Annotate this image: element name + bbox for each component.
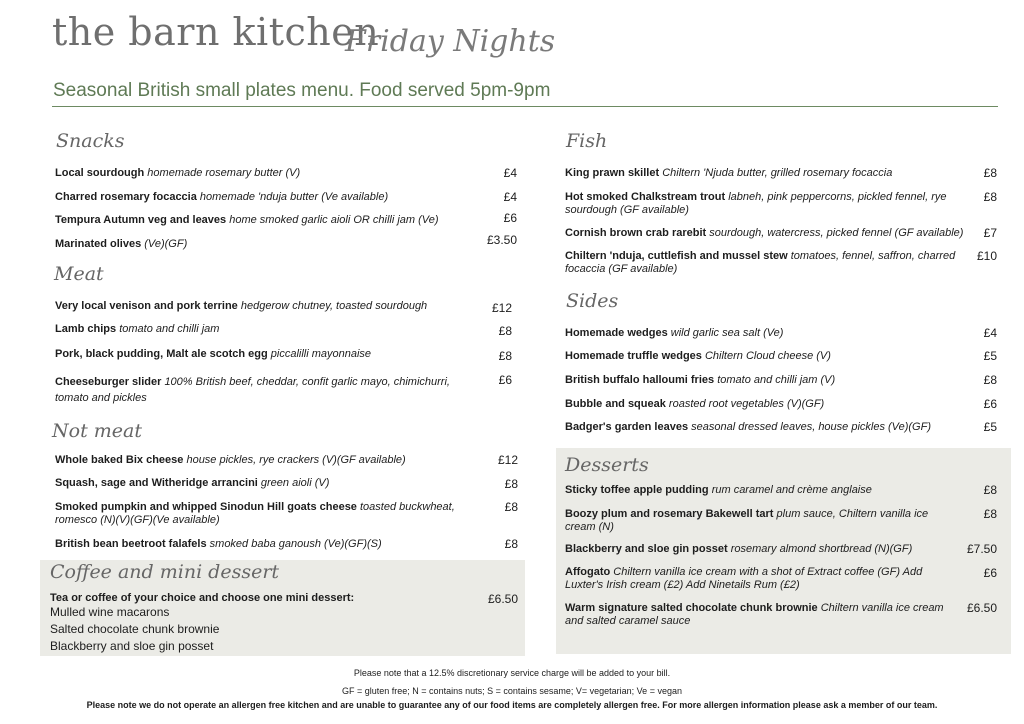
section-title-desserts: Desserts (565, 454, 649, 476)
menu-item (55, 300, 475, 313)
item-desc: roasted root vegetables (V)(GF) (668, 398, 825, 410)
section-title-fish: Fish (566, 130, 608, 152)
item-name: Charred rosemary focaccia (55, 191, 197, 203)
item-name: Blackberry and sloe gin posset (565, 543, 728, 555)
item-price: £8 (983, 483, 997, 497)
item-name: Marinated olives (55, 238, 142, 250)
item-name: Homemade wedges (565, 327, 668, 339)
item-desc: piccalilli mayonnaise (270, 348, 372, 360)
item-desc: (Ve)(GF) (144, 238, 188, 250)
item-desc: Chiltern Cloud cheese (V) (704, 350, 831, 362)
item-price: £4 (983, 326, 997, 340)
item-name: Homemade truffle wedges (565, 350, 702, 362)
item-price: £7.50 (966, 542, 997, 556)
item-name: Affogato (565, 566, 611, 578)
item-price: £5 (983, 349, 997, 363)
item-price: £8 (983, 373, 997, 387)
item-price: £12 (491, 301, 512, 315)
menu-item (55, 214, 475, 227)
list-item: Blackberry and sloe gin posset (50, 639, 214, 653)
menu-item (565, 167, 965, 180)
item-name: Lamb chips (55, 323, 117, 335)
menu-item (55, 238, 475, 251)
item-price: £8 (498, 324, 512, 338)
section-title-snacks: Snacks (56, 130, 125, 152)
header-divider (52, 106, 998, 107)
menu-item (55, 374, 480, 406)
item-name: Bubble and squeak (565, 398, 666, 410)
item-price: £8 (498, 349, 512, 363)
item-price: £8 (983, 507, 997, 521)
item-desc: wild garlic sea salt (Ve) (670, 327, 784, 339)
item-name: Cornish brown crab rarebit (565, 227, 707, 239)
item-name: Chiltern 'nduja, cuttlefish and mussel stew (565, 250, 788, 262)
menu-item (55, 477, 485, 490)
item-price: £7 (983, 226, 997, 240)
item-name: Boozy plum and rosemary Bakewell tart (565, 508, 774, 520)
coffee-intro-text: Tea or coffee of your choice and choose one mini dessert: (50, 592, 355, 604)
item-desc: green aioli (V) (260, 477, 330, 489)
list-item: Mulled wine macarons (50, 605, 170, 619)
item-name: Sticky toffee apple pudding (565, 484, 709, 496)
item-desc: tomato and chilli jam (119, 323, 220, 335)
dietary-key: GF = gluten free; N = contains nuts; S = contains sesame; V= vegetarian; Ve = vegan (342, 686, 682, 696)
menu-item (565, 327, 965, 340)
item-desc: Chiltern vanilla ice cream with a shot of Extract coffee (GF) Add Luxter's Irish cream (£2) Add Ninetails Rum (£2) (565, 566, 923, 591)
item-name: Tempura Autumn veg and leaves (55, 214, 227, 226)
item-desc: tomatoes, fennel, saffron, charred focaccia (GF available) (565, 250, 956, 275)
item-name: Pork, black pudding, Malt ale scotch egg (55, 348, 268, 360)
item-name: British buffalo halloumi fries (565, 374, 715, 386)
brand-title: the barn kitchen (52, 10, 380, 54)
menu-item (565, 250, 965, 276)
menu-item (565, 508, 955, 534)
allergen-note: Please note we do not operate an allergen free kitchen and are unable to guarantee any of our food items are completely allergen free. For more allergen information please ask a member of our team. (86, 700, 938, 710)
menu-item (55, 454, 485, 467)
item-desc: Chiltern 'Njuda butter, grilled rosemary focaccia (662, 167, 893, 179)
item-name: King prawn skillet (565, 167, 660, 179)
item-desc: labneh, pink peppercorns, pickled fennel, rye sourdough (GF available) (565, 191, 947, 216)
item-desc: smoked baba ganoush (Ve)(GF)(S) (209, 538, 382, 550)
menu-item (565, 350, 965, 363)
item-name: Smoked pumpkin and whipped Sinodun Hill goats cheese (55, 501, 357, 513)
item-desc: home smoked garlic aioli OR chilli jam (Ve) (229, 214, 439, 226)
item-name: Whole baked Bix cheese (55, 454, 184, 466)
page-subtitle: Seasonal British small plates menu. Food served 5pm-9pm (53, 80, 551, 101)
menu-item (55, 323, 475, 336)
item-price: £4 (503, 190, 517, 204)
item-price: £8 (983, 190, 997, 204)
item-price: £12 (497, 453, 518, 467)
item-price: £6.50 (966, 601, 997, 615)
item-desc: tomato and chilli jam (V) (717, 374, 836, 386)
item-name: Cheeseburger slider (55, 376, 162, 388)
section-title-sides: Sides (566, 290, 619, 312)
item-price: £8 (504, 477, 518, 491)
menu-item (565, 566, 945, 592)
menu-item (55, 538, 485, 551)
menu-item (55, 167, 475, 180)
script-title: Friday Nights (345, 24, 556, 59)
item-name: Local sourdough (55, 167, 145, 179)
item-desc: Chiltern vanilla ice cream and salted caramel sauce (565, 602, 944, 627)
menu-item (55, 348, 475, 361)
section-title-meat: Meat (54, 263, 104, 285)
item-name: Badger's garden leaves (565, 421, 689, 433)
item-price: £5 (983, 420, 997, 434)
menu-item (565, 191, 965, 217)
item-desc: hedgerow chutney, toasted sourdough (240, 300, 428, 312)
coffee-intro (50, 592, 470, 605)
item-desc: house pickles, rye crackers (V)(GF available) (186, 454, 406, 466)
menu-item (565, 374, 965, 387)
section-title-not-meat: Not meat (52, 420, 142, 442)
item-name: Squash, sage and Witheridge arrancini (55, 477, 258, 489)
menu-item (565, 227, 965, 240)
item-price: £8 (504, 500, 518, 514)
item-desc: homemade 'nduja butter (Ve available) (199, 191, 389, 203)
item-price: £10 (976, 249, 997, 263)
item-price: £6 (498, 373, 512, 387)
item-name: Hot smoked Chalkstream trout (565, 191, 726, 203)
item-price: £4 (503, 166, 517, 180)
menu-item (565, 484, 965, 497)
item-desc: homemade rosemary butter (V) (147, 167, 301, 179)
menu-item (55, 191, 475, 204)
menu-item (565, 602, 945, 628)
item-price: £6 (503, 211, 517, 225)
item-desc: rosemary almond shortbread (N)(GF) (730, 543, 913, 555)
item-desc: plum sauce, Chiltern vanilla ice cream (N) (565, 508, 929, 533)
item-name: Very local venison and pork terrine (55, 300, 238, 312)
item-desc: seasonal dressed leaves, house pickles (Ve)(GF) (691, 421, 931, 433)
item-name: Warm signature salted chocolate chunk brownie (565, 602, 818, 614)
item-desc: 100% British beef, cheddar, confit garlic mayo, chimichurri, tomato and pickles (55, 376, 450, 404)
item-price: £6 (983, 566, 997, 580)
item-price: £8 (983, 166, 997, 180)
item-price: £6 (983, 397, 997, 411)
menu-item (55, 501, 475, 527)
item-price: £6.50 (487, 592, 518, 606)
menu-item (565, 398, 965, 411)
service-charge-note: Please note that a 12.5% discretionary service charge will be added to your bill. (353, 668, 671, 678)
list-item: Salted chocolate chunk brownie (50, 622, 220, 636)
menu-item (565, 543, 955, 556)
item-desc: sourdough, watercress, picked fennel (GF available) (709, 227, 964, 239)
menu-item (565, 421, 965, 434)
item-name: British bean beetroot falafels (55, 538, 207, 550)
item-price: £8 (504, 537, 518, 551)
section-title-coffee: Coffee and mini dessert (50, 561, 280, 583)
item-desc: rum caramel and crème anglaise (711, 484, 872, 496)
item-price: £3.50 (486, 233, 517, 247)
item-desc: toasted buckwheat, romesco (N)(V)(GF)(Ve available) (55, 501, 455, 526)
